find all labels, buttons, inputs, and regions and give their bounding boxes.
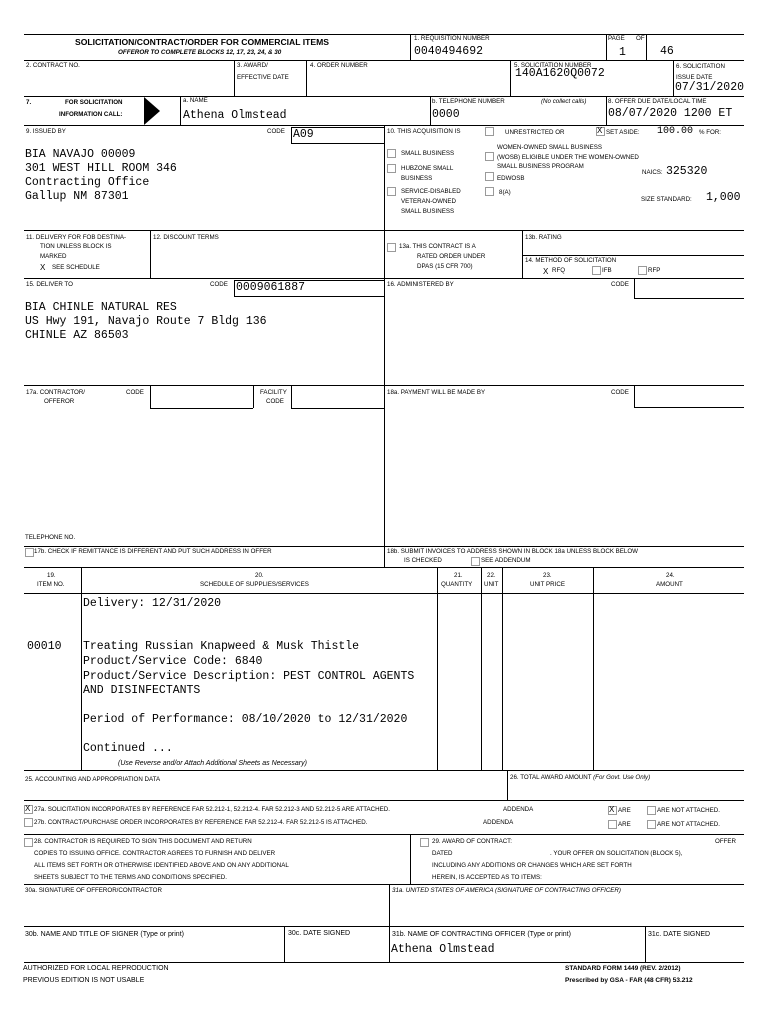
30b-label: 30b. NAME AND TITLE OF SIGNER (Type or print) — [25, 931, 184, 938]
fob-label-2: TION UNLESS BLOCK IS — [40, 243, 112, 250]
offer-due-label: 8. OFFER DUE DATE/LOCAL TIME — [608, 98, 707, 105]
administered-code-label: CODE — [611, 281, 629, 288]
size-standard-label: SIZE STANDARD: — [641, 196, 692, 203]
29-label: 29. AWARD OF CONTRACT: — [432, 838, 512, 845]
page-label: PAGE — [608, 35, 625, 42]
deliver-address-line: BIA CHINLE NATURAL RES — [25, 301, 177, 314]
unit-header: UNIT — [484, 581, 499, 588]
27b-checkbox[interactable] — [24, 818, 33, 827]
deliver-code-value: 0009061887 — [236, 281, 306, 294]
quantity-number: 21. — [454, 572, 463, 579]
small-business-checkbox[interactable] — [387, 149, 396, 158]
27a-label: 27a. SOLICITATION INCORPORATES BY REFERENCE FAR 52.212-1, 52.212-4. FAR 52.212-3 AND 52.212-5 ARE ATTACHED. — [34, 806, 390, 813]
31a-label: 31a. UNITED STATES OF AMERICA (SIGNATURE OF CONTRACTING OFFICER) — [392, 887, 621, 894]
contact-name-value: Athena Olmstead — [183, 109, 287, 122]
period-of-performance: Period of Performance: 08/10/2020 to 12/31/2020 — [83, 713, 408, 726]
sdvosb-label: SERVICE-DISABLED — [401, 188, 461, 195]
rfp-label: RFP — [648, 267, 661, 274]
28-label-4: SHEETS SUBJECT TO THE TERMS AND CONDITIONS SPECIFIED. — [34, 874, 227, 881]
27b-are-checkbox[interactable] — [608, 820, 617, 829]
size-standard-value: 1,000 — [706, 191, 741, 204]
fob-label: 11. DELIVERY FOR FOB DESTINA- — [26, 234, 127, 241]
item-description-line: Product/Service Code: 6840 — [83, 655, 263, 668]
unrestricted-label: UNRESTRICTED OR — [505, 129, 565, 136]
item-no-header: ITEM NO. — [37, 581, 65, 588]
discount-terms-label: 12. DISCOUNT TERMS — [153, 234, 219, 241]
telephone-label: b. TELEPHONE NUMBER — [432, 98, 505, 105]
unit-price-number: 23. — [543, 572, 552, 579]
unit-price-header: UNIT PRICE — [530, 581, 565, 588]
sdvosb-label-2: VETERAN-OWNED — [401, 198, 457, 205]
29-offer-label: OFFER — [715, 838, 736, 845]
footer-previous-edition: PREVIOUS EDITION IS NOT USABLE — [23, 977, 145, 984]
submit-invoices-label: 18b. SUBMIT INVOICES TO ADDRESS SHOWN IN BLOCK 18a UNLESS BLOCK BELOW — [387, 548, 639, 555]
naics-label: NAICS: — [642, 169, 663, 176]
page-total: 46 — [660, 45, 674, 58]
rated-order-label-3: DPAS (15 CFR 700) — [417, 263, 473, 270]
see-schedule-label: SEE SCHEDULE — [52, 264, 100, 271]
schedule-header: SCHEDULE OF SUPPLIES/SERVICES — [200, 581, 309, 588]
see-addendum-checkbox[interactable] — [471, 557, 480, 566]
unit-number: 22. — [487, 572, 496, 579]
issued-address-line: Contracting Office — [25, 176, 150, 189]
set-aside-label: SET ASIDE: — [606, 129, 640, 136]
reverse-sheets-note: (Use Reverse and/or Attach Additional Sheets as Necessary) — [118, 760, 307, 767]
solicitation-number-label: 5. SOLICITATION NUMBER — [514, 62, 592, 69]
award-date-label: 3. AWARD/ — [237, 62, 268, 69]
see-addendum-label: SEE ADDENDUM — [481, 557, 531, 564]
27a-are-not-checkbox[interactable] — [647, 806, 656, 815]
naics-value: 325320 — [666, 165, 708, 178]
29-label-3: INCLUDING ANY ADDITIONS OR CHANGES WHICH ARE SET FORTH — [432, 862, 632, 869]
ifb-label: IFB — [602, 267, 612, 274]
remittance-label: 17b. CHECK IF REMITTANCE IS DIFFERENT AND PUT SUCH ADDRESS IN OFFER — [34, 548, 272, 555]
small-business-label: SMALL BUSINESS — [401, 150, 455, 157]
28-label: 28. CONTRACTOR IS REQUIRED TO SIGN THIS DOCUMENT AND RETURN — [34, 838, 252, 845]
29-label-2: . YOUR OFFER ON SOLICITATION (BLOCK 5), — [550, 850, 683, 857]
27a-addenda-label: ADDENDA — [503, 806, 534, 813]
issue-date-value: 07/31/2020 — [675, 81, 745, 94]
facility-label: FACILITY — [260, 389, 287, 396]
ifb-checkbox[interactable] — [592, 266, 601, 275]
schedule-number: 20. — [255, 572, 264, 579]
issued-by-label: 9. ISSUED BY — [26, 128, 66, 135]
contractor-label: 17a. CONTRACTOR/ — [26, 389, 86, 396]
deliver-code-label: CODE — [210, 281, 228, 288]
order-number-label: 4. ORDER NUMBER — [310, 62, 368, 69]
27a-are-check-mark: X — [609, 805, 615, 814]
line-item-number: 00010 — [27, 640, 62, 653]
27a-are-not-label: ARE NOT ATTACHED. — [657, 807, 720, 814]
footer-prescribed-by: Prescribed by GSA - FAR (48 CFR) 53.212 — [565, 977, 693, 984]
amount-number: 24. — [666, 572, 675, 579]
rated-order-label: 13a. THIS CONTRACT IS A — [399, 243, 476, 250]
issued-address-line: BIA NAVAJO 00009 — [25, 148, 136, 161]
wosb-label-2: (WOSB) ELIGIBLE UNDER THE WOMEN-OWNED — [497, 154, 639, 161]
29-dated-label: DATED — [432, 850, 453, 857]
set-aside-percent: 100.00 — [657, 126, 694, 137]
wosb-checkbox[interactable] — [485, 152, 494, 161]
quantity-header: QUANTITY — [441, 581, 473, 588]
arrow-right-icon — [144, 97, 160, 125]
hubzone-label: HUBZONE SMALL — [401, 165, 454, 172]
name-label: a. NAME — [183, 97, 208, 104]
edwosb-checkbox[interactable] — [485, 172, 494, 181]
deliver-address-line: US Hwy 191, Navajo Route 7 Bldg 136 — [25, 315, 267, 328]
payment-code-label: CODE — [611, 389, 629, 396]
solicitation-number-value: 140A1620Q0072 — [515, 67, 605, 80]
total-award-label: 26. TOTAL AWARD AMOUNT (For Govt. Use Only) — [510, 774, 651, 781]
hubzone-label-2: BUSINESS — [401, 175, 433, 182]
contracting-officer-name: Athena Olmstead — [391, 943, 495, 956]
block-7-number: 7. — [26, 99, 32, 106]
for-solicitation-label: FOR SOLICITATION — [65, 99, 123, 106]
form-title: SOLICITATION/CONTRACT/ORDER FOR COMMERCIAL ITEMS — [75, 37, 329, 47]
set-aside-check-mark: X — [597, 126, 603, 135]
accounting-label: 25. ACCOUNTING AND APPROPRIATION DATA — [25, 776, 161, 783]
rfq-check-mark[interactable]: X — [543, 267, 549, 276]
sdvosb-label-3: SMALL BUSINESS — [401, 208, 455, 215]
wosb-label: WOMEN-OWNED SMALL BUSINESS — [497, 144, 602, 151]
item-no-number: 19. — [47, 572, 56, 579]
footer-reproduction: AUTHORIZED FOR LOCAL REPRODUCTION — [23, 965, 169, 972]
page-number: 1 — [619, 46, 626, 59]
form-subtitle: OFFEROR TO COMPLETE BLOCKS 12, 17, 23, 24, & 30 — [118, 49, 282, 56]
delivery-date-line: Delivery: 12/31/2020 — [83, 597, 222, 610]
percent-for-label: % FOR: — [699, 129, 722, 136]
rated-order-label-2: RATED ORDER UNDER — [417, 253, 486, 260]
contract-no-label: 2. CONTRACT NO. — [26, 62, 80, 69]
28-label-2: COPIES TO ISSUING OFFICE. CONTRACTOR AGREES TO FURNISH AND DELIVER — [34, 850, 276, 857]
27b-addenda-label: ADDENDA — [483, 819, 514, 826]
remittance-checkbox[interactable] — [25, 548, 34, 557]
30c-label: 30c. DATE SIGNED — [288, 930, 351, 937]
rfq-label: RFQ — [552, 267, 566, 274]
information-call-label: INFORMATION CALL: — [59, 111, 123, 118]
28-checkbox[interactable] — [24, 838, 33, 847]
27b-label: 27b. CONTRACT/PURCHASE ORDER INCORPORATES BY REFERENCE FAR 52.212-4. FAR 52.212-5 IS ATTACHED. — [34, 819, 368, 826]
27a-are-label: ARE — [618, 807, 631, 814]
deliver-address-line: CHINLE AZ 86503 — [25, 329, 129, 342]
acquisition-label: 10. THIS ACQUISITION IS — [387, 128, 461, 135]
31c-label: 31c. DATE SIGNED — [648, 931, 711, 938]
administered-by-label: 16. ADMINISTERED BY — [387, 281, 454, 288]
telephone-no-label: TELEPHONE NO. — [25, 534, 76, 541]
issued-address-line: Gallup NM 87301 — [25, 190, 129, 203]
issued-code-value: A09 — [293, 128, 314, 141]
continued-note: Continued ... — [83, 742, 173, 755]
27b-are-not-checkbox[interactable] — [647, 820, 656, 829]
deliver-to-label: 15. DELIVER TO — [26, 281, 73, 288]
hubzone-checkbox[interactable] — [387, 164, 396, 173]
rating-label: 13b. RATING — [525, 234, 562, 241]
amount-header: AMOUNT — [656, 581, 683, 588]
edwosb-label: EDWOSB — [497, 175, 525, 182]
offer-due-value: 08/07/2020 1200 ET — [608, 107, 733, 120]
fob-label-3: MARKED — [40, 253, 67, 260]
item-description-line: Product/Service Description: PEST CONTROL AGENTS — [83, 670, 415, 683]
effective-date-label: EFFECTIVE DATE — [237, 74, 289, 81]
rfp-checkbox[interactable] — [638, 266, 647, 275]
29-label-4: HEREIN, IS ACCEPTED AS TO ITEMS: — [432, 874, 542, 881]
unrestricted-checkbox[interactable] — [485, 127, 494, 136]
item-description-line: AND DISINFECTANTS — [83, 684, 201, 697]
of-label: OF — [636, 35, 645, 42]
no-collect-label: (No collect calls) — [541, 98, 587, 105]
27b-are-not-label: ARE NOT ATTACHED. — [657, 821, 720, 828]
facility-code-label: CODE — [266, 398, 284, 405]
29-checkbox[interactable] — [420, 838, 429, 847]
issued-code-label: CODE — [267, 128, 285, 135]
31b-label: 31b. NAME OF CONTRACTING OFFICER (Type or print) — [392, 931, 571, 938]
requisition-number-label: 1. REQUISITION NUMBER — [414, 35, 490, 42]
item-description-line: Treating Russian Knapweed & Musk Thistle — [83, 640, 360, 653]
offeror-label: OFFEROR — [44, 398, 75, 405]
issue-date-label: 6. SOLICITATION — [676, 63, 725, 70]
30a-label: 30a. SIGNATURE OF OFFEROR/CONTRACTOR — [25, 887, 162, 894]
telephone-value: 0000 — [432, 108, 460, 121]
27b-are-label: ARE — [618, 821, 631, 828]
contractor-code-label: CODE — [126, 389, 144, 396]
payment-label: 18a. PAYMENT WILL BE MADE BY — [387, 389, 486, 396]
footer-form-number: STANDARD FORM 1449 (REV. 2/2012) — [565, 965, 681, 972]
sdvosb-checkbox[interactable] — [387, 187, 396, 196]
27a-check-mark: X — [25, 804, 31, 813]
issue-date-label-2: ISSUE DATE — [676, 74, 713, 81]
requisition-number-value: 0040494692 — [414, 45, 484, 58]
wosb-label-3: SMALL BUSINESS PROGRAM — [497, 163, 584, 169]
submit-invoices-label-2: IS CHECKED — [404, 557, 442, 564]
28-label-3: ALL ITEMS SET FORTH OR OTHERWISE IDENTIFIED ABOVE AND ON ANY ADDITIONAL — [34, 862, 289, 869]
8a-label: 8(A) — [499, 189, 511, 196]
issued-address-line: 301 WEST HILL ROOM 346 — [25, 162, 177, 175]
method-solicitation-label: 14. METHOD OF SOLICITATION — [525, 257, 617, 264]
see-schedule-check-mark[interactable]: X — [40, 263, 46, 272]
8a-checkbox[interactable] — [485, 187, 494, 196]
rated-order-checkbox[interactable] — [387, 243, 396, 252]
